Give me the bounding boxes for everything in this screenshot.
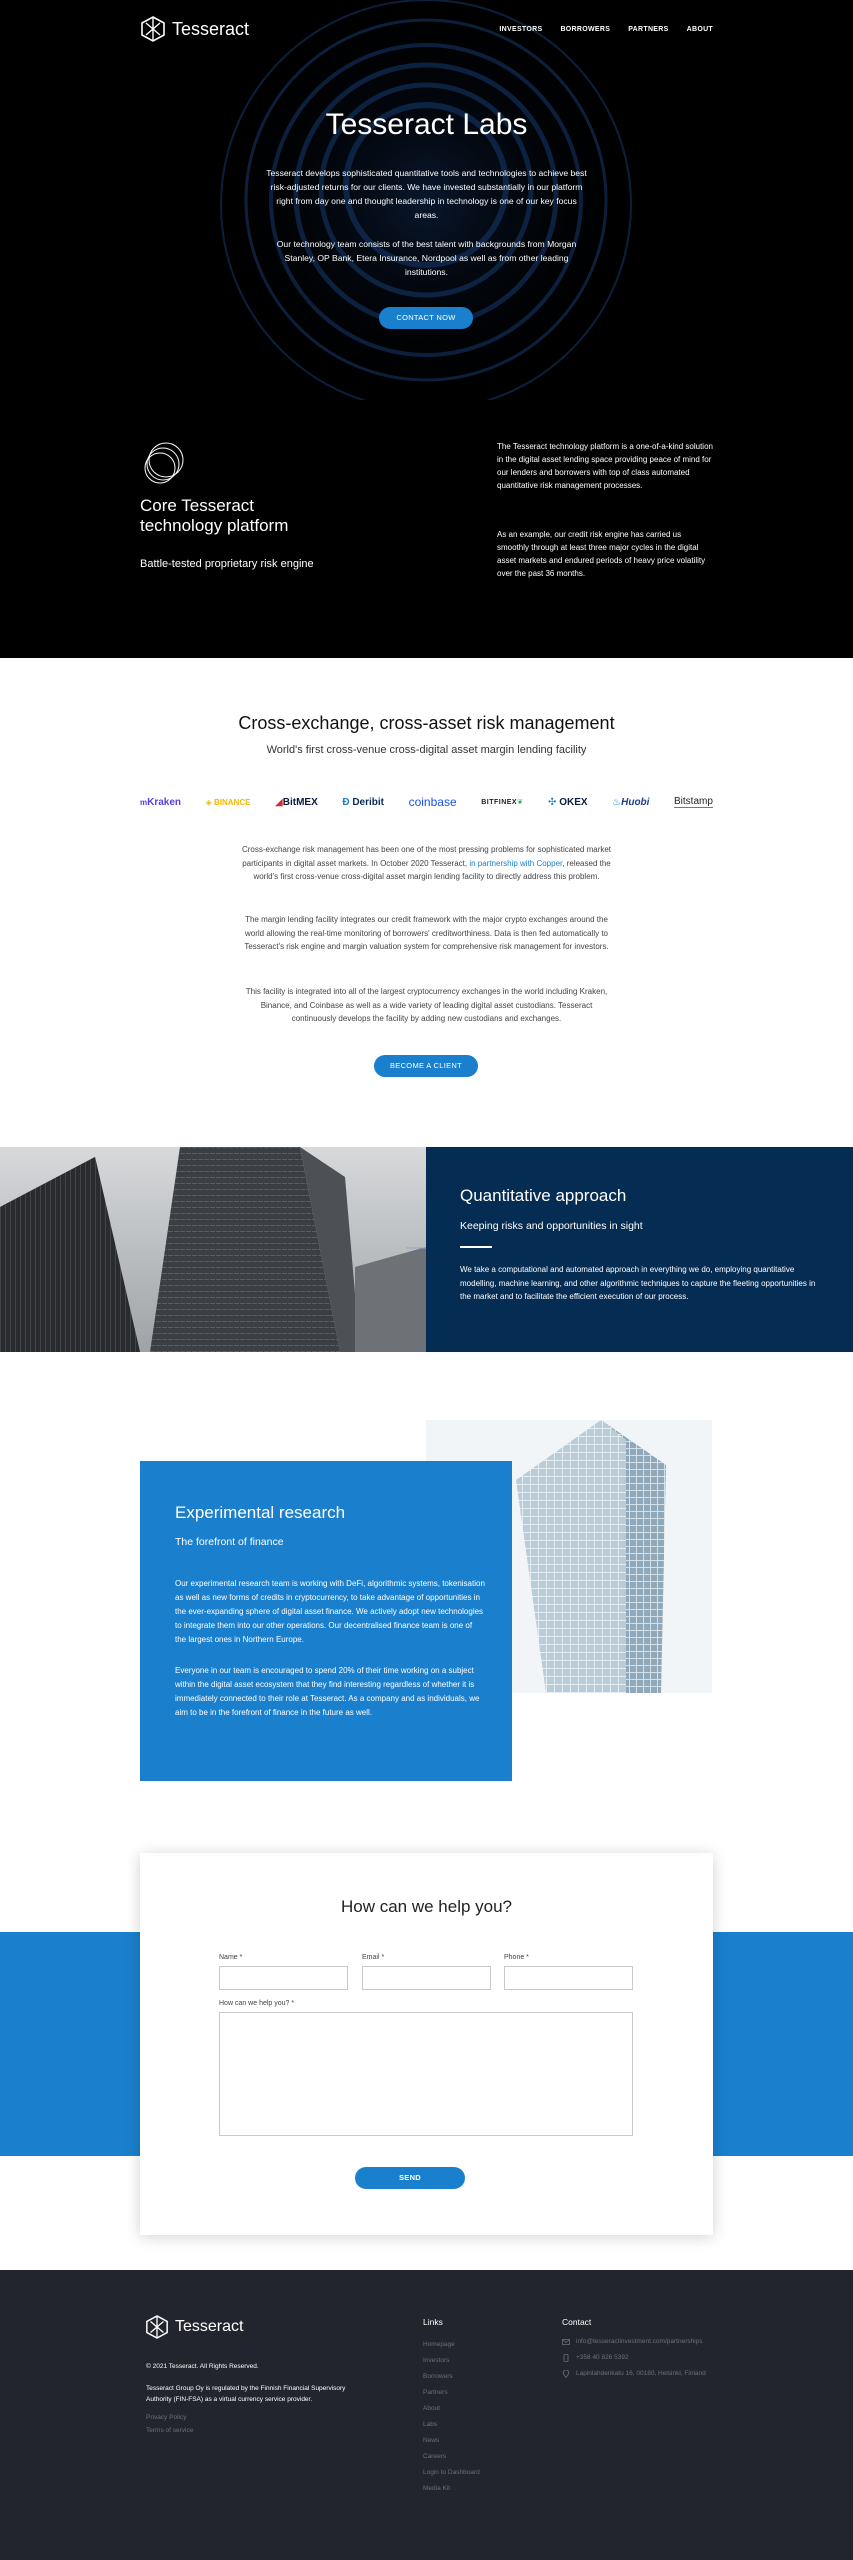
brand-name: Tesseract: [172, 18, 250, 39]
core-paragraph-2: As an example, our credit risk engine has carried us smoothly through at least three major cycles in the digital asset markets and endured periods of heavy price volatility over the past 36 months.: [497, 530, 706, 578]
footer-link-media-kit[interactable]: Media Kit: [423, 2485, 451, 2492]
name-label: Name *: [219, 1954, 243, 1961]
footer-link-careers[interactable]: Careers: [423, 2453, 447, 2460]
okex-logo: [548, 797, 588, 808]
experimental-paragraph-2: Everyone in our team is encouraged to spend 20% of their time working on a subject within the digital asset ecosystem that they find interesting regardless of whether it is immediately connected to their role at Tesseract. As a company and as individuals, we aim to be in the forefront of finance in the future as well.: [175, 1666, 480, 1717]
nav-investors[interactable]: INVESTORS: [499, 25, 543, 33]
nav-partners[interactable]: PARTNERS: [628, 25, 669, 33]
footer-contact-list: [562, 2337, 722, 2385]
binance-diamond-icon: ◈: [205, 797, 212, 807]
footer-logo[interactable]: [145, 2315, 243, 2339]
bitfinex-logo: [481, 798, 523, 806]
quantitative-subtitle: Keeping risks and opportunities in sight: [460, 1220, 643, 1232]
okex-mark-icon: ✣: [548, 796, 557, 808]
footer-link-investors[interactable]: Investors: [423, 2357, 450, 2364]
tesseract-logo-icon: [145, 2315, 169, 2339]
deribit-logo-text: Deribit: [352, 796, 384, 808]
cross-paragraph-2: The margin lending facility integrates our credit framework with the major crypto exchanges around the world allowing the real-time monitoring of borrowers' creditworthiness. Data is then fed automatically to Tesseract's risk engine and margin valuation system for comprehensive risk management for investors.: [244, 915, 609, 951]
copyright-text: © 2021 Tesseract. All Rights Reserved.: [146, 2363, 259, 2370]
experimental-subtitle: The forefront of finance: [175, 1536, 284, 1548]
footer-link-about[interactable]: About: [423, 2405, 440, 2412]
cross-exchange-title: Cross-exchange, cross-asset risk management: [238, 713, 615, 733]
binance-logo: [206, 798, 251, 807]
exchange-logos: [140, 792, 713, 812]
footer: [0, 2270, 853, 2560]
contact-form-title: How can we help you?: [340, 1897, 513, 1916]
core-technology-section: [0, 400, 853, 658]
links-heading: Links: [423, 2317, 443, 2327]
footer-link-labs[interactable]: Labs: [423, 2421, 438, 2428]
kraken-logo-text: Kraken: [147, 796, 182, 808]
email-input[interactable]: [362, 1966, 491, 1990]
okex-logo-text: OKEX: [559, 796, 588, 808]
bitfinex-leaf-icon: ❦: [517, 799, 524, 806]
core-subtitle: Battle-tested proprietary risk engine: [140, 558, 314, 570]
hero-paragraph-1: Tesseract develops sophisticated quantitative tools and technologies to achieve best risk-adjusted returns for our clients. We have invested substantially in our platform right from day one and thought leadership in technology is one of our key focus areas.: [266, 168, 587, 220]
experimental-title: Experimental research: [175, 1503, 346, 1522]
core-paragraph-1: The Tesseract technology platform is a one-of-a-kind solution in the digital asset lending space providing peace of mind for our lenders and borrowers with top of class automated quantitative risk management processes.: [497, 442, 713, 490]
terms-of-service-link[interactable]: Terms of service: [146, 2427, 194, 2434]
contact-form-card: [140, 1853, 713, 2235]
send-button[interactable]: SEND: [355, 2167, 465, 2189]
core-title: Core Tesseract technology platform: [140, 496, 289, 535]
nav-links: [499, 26, 713, 33]
hero-section: [0, 0, 853, 400]
nav-about[interactable]: ABOUT: [686, 25, 713, 33]
rings-icon: [139, 440, 189, 490]
cross-paragraph-3: This facility is integrated into all of the largest cryptocurrency exchanges in the world including Kraken, Binance, and Coinbase as well as a wide variety of leading digital asset custodians. Tesseract continuously develops the facility by adding new custodians and exchanges.: [245, 987, 608, 1023]
footer-link-login[interactable]: Login to Dashboard: [423, 2469, 480, 2476]
email-label: Email *: [362, 1954, 385, 1961]
footer-link-news[interactable]: News: [423, 2437, 440, 2444]
huobi-logo: [612, 797, 649, 808]
hero-title: Tesseract Labs: [325, 108, 528, 141]
footer-brand-name: Tesseract: [175, 2318, 244, 2335]
skyscrapers-image: [0, 1147, 426, 1352]
footer-address: Lapinlahdenkatu 16, 00180, Helsinki, Finland: [576, 2370, 706, 2377]
deribit-mark-icon: Đ: [342, 796, 350, 808]
footer-address-row: [562, 2369, 722, 2379]
bitfinex-logo-text: BITFINEX: [481, 799, 518, 806]
huobi-logo-text: Huobi: [621, 796, 650, 808]
quantitative-approach-panel: [426, 1147, 853, 1352]
kraken-mark-icon: m: [140, 797, 148, 807]
top-navigation: [140, 14, 713, 44]
bitmex-mark-icon: ◢: [275, 796, 283, 808]
footer-link-homepage[interactable]: Homepage: [423, 2341, 455, 2348]
binance-logo-text: BINANCE: [214, 797, 251, 807]
deribit-logo: [342, 797, 384, 808]
cross-paragraph-1-text-end: , released the world's first cross-venue cross-digital asset margin lending facility to directly address this problem.: [253, 858, 611, 881]
phone-input[interactable]: [504, 1966, 633, 1990]
kraken-logo: [140, 797, 181, 808]
cross-paragraph-1-text: Cross-exchange risk management has been one of the most pressing problems for sophisticated market participants in digital asset markets. In October 2020 Tesseract,: [241, 845, 612, 868]
phone-icon: [562, 2354, 570, 2362]
footer-phone: +358 40 826 5392: [576, 2354, 629, 2361]
contact-heading: Contact: [562, 2317, 592, 2327]
hero-paragraph-2: Our technology team consists of the best talent with backgrounds from Morgan Stanley, OP Bank, Etera Insurance, Nordpool as well as from other leading institutions.: [276, 239, 577, 277]
footer-link-partners[interactable]: Partners: [423, 2389, 448, 2396]
privacy-policy-link[interactable]: Privacy Policy: [146, 2414, 187, 2421]
message-label: How can we help you? *: [219, 2000, 295, 2007]
cross-exchange-subtitle: World's first cross-venue cross-digital asset margin lending facility: [266, 744, 587, 756]
footer-email-row[interactable]: [562, 2337, 722, 2347]
experimental-paragraph-1: Our experimental research team is working with DeFi, algorithmic systems, tokenisation as well as new forms of credits in cryptocurrency, to take advantage of opportunities in the ever-expanding sphere of digital asset finance. We actively adopt new technologies to integrate them into our other operations. Our decentralised finance team is one of the largest ones in Northern Europe.: [175, 1579, 485, 1644]
bitstamp-logo: Bitstamp: [674, 796, 713, 807]
name-input[interactable]: [219, 1966, 348, 1990]
footer-link-borrowers[interactable]: Borrowers: [423, 2373, 453, 2380]
title-underline: [460, 1246, 492, 1248]
regulation-text: Tesseract Group Oy is regulated by the Finnish Financial Supervisory Authority (FIN-FSA) as a virtual currency service provider.: [146, 2385, 346, 2403]
tesseract-logo-icon: [140, 16, 166, 42]
huobi-flame-icon: ♨: [612, 796, 622, 808]
email-icon: [562, 2338, 570, 2346]
phone-label: Phone *: [504, 1954, 529, 1961]
become-client-button[interactable]: BECOME A CLIENT: [374, 1055, 478, 1077]
contact-now-button[interactable]: CONTACT NOW: [379, 307, 473, 329]
experimental-research-panel: [140, 1461, 512, 1781]
copper-partnership-link[interactable]: in partnership with Copper: [469, 858, 563, 868]
brand-logo[interactable]: [140, 16, 249, 42]
bitmex-logo: [275, 797, 318, 808]
footer-phone-row[interactable]: [562, 2353, 722, 2363]
footer-email: info@tesseractinvestment.com/partnerships: [576, 2338, 703, 2345]
quantitative-title: Quantitative approach: [460, 1186, 627, 1205]
footer-links-list: [423, 2337, 480, 2497]
cross-paragraph-1: [240, 843, 613, 884]
message-textarea[interactable]: [219, 2012, 633, 2136]
skyscrapers-illustration: [0, 1147, 426, 1352]
location-pin-icon: [562, 2370, 570, 2378]
nav-borrowers[interactable]: BORROWERS: [560, 25, 611, 33]
coinbase-logo: coinbase: [408, 795, 457, 809]
bitmex-logo-text: BitMEX: [282, 796, 318, 808]
quantitative-paragraph: We take a computational and automated approach in everything we do, employing quantitative modelling, machine learning, and other algorithmic techniques to capture the fleeting opportunities in the market and to facilitate the efficient execution of our process.: [460, 1265, 816, 1301]
